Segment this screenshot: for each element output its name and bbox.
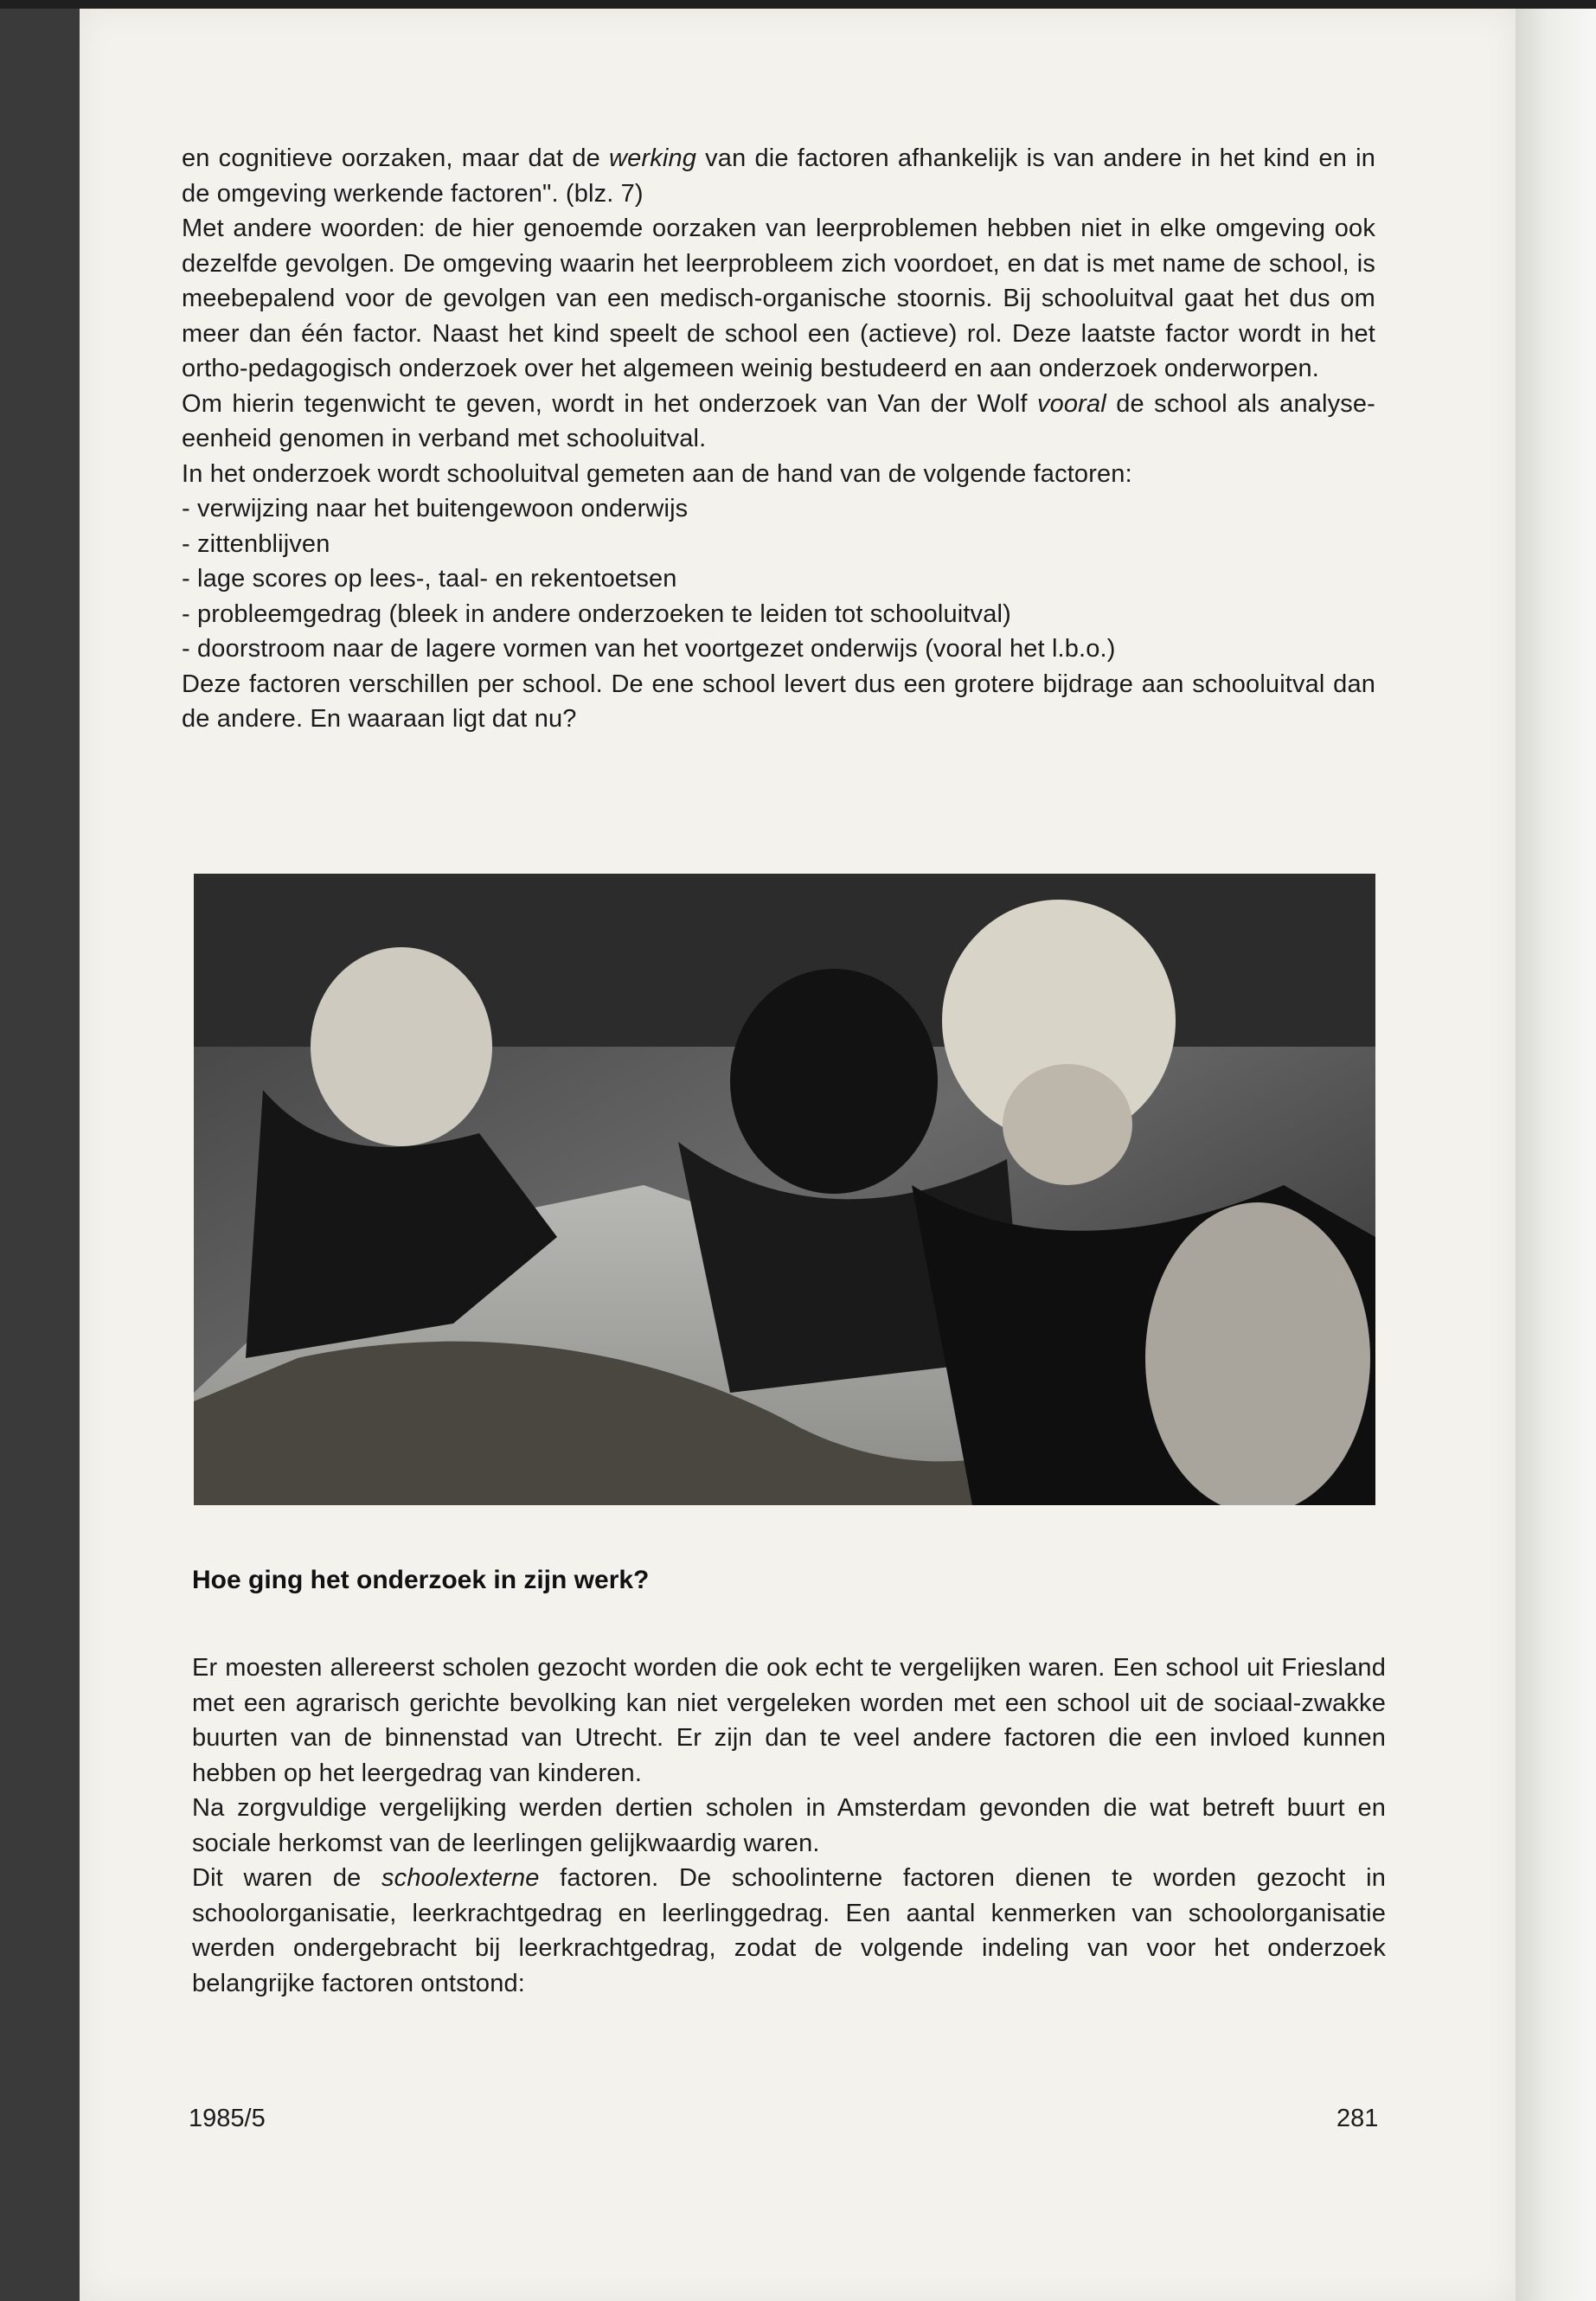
bottom-paragraph: Na zorgvuldige vergelijking werden dertien scholen in Amsterdam gevonden die wat betreft buurt en sociale herkomst van de leerlingen gelijkwaardig waren.: [192, 1794, 1386, 1857]
bottom-paragraphs: [192, 1650, 1386, 2001]
bottom-paragraph: Er moesten allereerst scholen gezocht worden die ook echt te vergelijken waren. Een school uit Friesland met een agrarisch gerichte bevolking kan niet vergeleken worden met een school uit de sociaal-zwakke buurten van de binnenstad van Utrecht. Er zijn dan te veel andere factoren die een invloed kunnen hebben op het leergedrag van kinderen.: [192, 1654, 1386, 1787]
body-text-top: [182, 141, 1375, 737]
photo-placeholder-image: [194, 874, 1375, 1505]
section-heading: Hoe ging het onderzoek in zijn werk?: [192, 1566, 650, 1594]
top-paragraph: en cognitieve oorzaken, maar dat de werking van die factoren afhankelijk is van andere in het kind en in de omgeving werkende factoren". (blz. 7): [182, 144, 1375, 208]
list-item: - zittenblijven: [182, 527, 1375, 562]
bottom-paragraph: Dit waren de schoolexterne factoren. De schoolinterne factoren dienen te worden gezocht in schoolorganisatie, leerkrachtgedrag en leerlinggedrag. Een aantal kenmerken van schoolorganisatie werden ondergebracht bij leerkrachtgedrag, zodat de volgende indeling van voor het onderzoek belangrijke factoren ontstond:: [192, 1864, 1386, 1997]
top-paragraphs: [182, 141, 1375, 491]
emphasized-word: werking: [609, 144, 697, 172]
body-text-bottom: [192, 1650, 1386, 2001]
list-item: - lage scores op lees-, taal- en rekentoetsen: [182, 561, 1375, 597]
scan-right-edge: [1516, 9, 1596, 2301]
emphasized-word: vooral: [1036, 389, 1106, 418]
closing-paragraph: Deze factoren verschillen per school. De ene school levert dus een grotere bijdrage aan schooluitval dan de andere. En waaraan ligt dat nu?: [182, 670, 1375, 733]
list-item: - probleemgedrag (bleek in andere onderzoeken te leiden tot schooluitval): [182, 597, 1375, 632]
photo-children-playing: [194, 874, 1375, 1505]
issue-number: 1985/5: [189, 2105, 266, 2132]
scan-top-edge: [0, 0, 1596, 9]
emphasized-word: schoolexterne: [381, 1864, 540, 1892]
schooluitval-factor-list: [182, 491, 1375, 667]
top-paragraph: Met andere woorden: de hier genoemde oorzaken van leerproblemen hebben niet in elke omgeving ook dezelfde gevolgen. De omgeving waarin het leerprobleem zich voordoet, en dat is met name de school, is meebepalend voor de gevolgen van een medisch-organische stoornis. Bij schooluitval gaat het dus om meer dan één factor. Naast het kind speelt de school een (actieve) rol. Deze laatste factor wordt in het ortho-pedagogisch onderzoek over het algemeen weinig bestudeerd en aan onderzoek onderworpen.: [182, 215, 1375, 382]
top-paragraph: In het onderzoek wordt schooluitval gemeten aan de hand van de volgende factoren:: [182, 459, 1132, 488]
list-item: - doorstroom naar de lagere vormen van het voortgezet onderwijs (vooral het l.b.o.): [182, 631, 1375, 667]
top-paragraph: Om hierin tegenwicht te geven, wordt in het onderzoek van Van der Wolf vooral de school als analyse-eenheid genomen in verband met schooluitval.: [182, 389, 1375, 452]
list-item: - verwijzing naar het buitengewoon onderwijs: [182, 491, 1375, 527]
page-number: 281: [1336, 2105, 1379, 2132]
